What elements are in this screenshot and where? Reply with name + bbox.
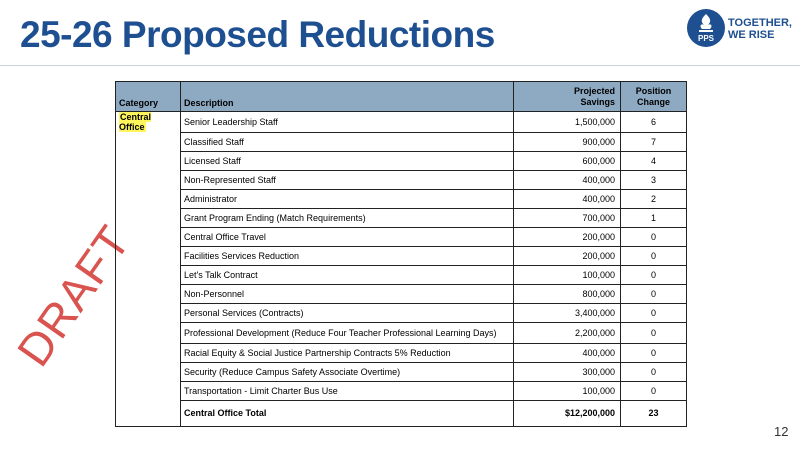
category-cell bbox=[116, 284, 181, 303]
total-row bbox=[116, 400, 687, 426]
description-cell: Licensed Staff bbox=[181, 151, 514, 170]
reductions-table-container bbox=[115, 81, 686, 427]
description-cell: Central Office Travel bbox=[181, 227, 514, 246]
description-cell: Personal Services (Contracts) bbox=[181, 303, 514, 322]
position-cell: 0 bbox=[621, 303, 687, 322]
position-cell: 0 bbox=[621, 381, 687, 400]
category-cell bbox=[116, 265, 181, 284]
position-cell: 2 bbox=[621, 189, 687, 208]
district-logo bbox=[686, 8, 800, 48]
page-number: 12 bbox=[774, 424, 789, 439]
table-row bbox=[116, 265, 687, 284]
header-description: Description bbox=[181, 82, 514, 112]
position-cell: 0 bbox=[621, 362, 687, 381]
total-description: Central Office Total bbox=[181, 400, 514, 426]
category-cell bbox=[116, 343, 181, 362]
position-cell: 0 bbox=[621, 343, 687, 362]
table-row bbox=[116, 284, 687, 303]
table-row bbox=[116, 322, 687, 343]
savings-cell: 1,500,000 bbox=[514, 112, 621, 133]
header-position-line1: Position bbox=[635, 86, 672, 96]
draft-watermark: DRAFT bbox=[6, 215, 141, 376]
pps-torch-logo-icon bbox=[686, 8, 726, 48]
position-cell: 4 bbox=[621, 151, 687, 170]
reductions-table bbox=[115, 81, 687, 427]
category-cell bbox=[116, 132, 181, 151]
description-cell: Senior Leadership Staff bbox=[181, 112, 514, 133]
table-body bbox=[116, 112, 687, 427]
description-cell: Non-Personnel bbox=[181, 284, 514, 303]
savings-cell: 400,000 bbox=[514, 343, 621, 362]
table-row bbox=[116, 208, 687, 227]
savings-cell: 400,000 bbox=[514, 189, 621, 208]
description-cell: Grant Program Ending (Match Requirements) bbox=[181, 208, 514, 227]
category-cell bbox=[116, 400, 181, 426]
header-savings-line1: Projected bbox=[573, 86, 615, 96]
description-cell: Classified Staff bbox=[181, 132, 514, 151]
savings-cell: 200,000 bbox=[514, 246, 621, 265]
category-cell bbox=[116, 322, 181, 343]
category-cell bbox=[116, 208, 181, 227]
category-cell bbox=[116, 189, 181, 208]
savings-cell: 100,000 bbox=[514, 381, 621, 400]
header-projected-savings bbox=[514, 82, 621, 112]
category-cell bbox=[116, 170, 181, 189]
category-cell bbox=[116, 381, 181, 400]
position-cell: 6 bbox=[621, 112, 687, 133]
header-savings-line2: Savings bbox=[580, 97, 615, 107]
position-cell: 1 bbox=[621, 208, 687, 227]
table-header-row bbox=[116, 82, 687, 112]
header-position-line2: Change bbox=[636, 97, 670, 107]
savings-cell: 900,000 bbox=[514, 132, 621, 151]
category-label: Central Office bbox=[119, 112, 152, 132]
table-row bbox=[116, 227, 687, 246]
category-cell bbox=[116, 227, 181, 246]
table-row bbox=[116, 343, 687, 362]
savings-cell: 3,400,000 bbox=[514, 303, 621, 322]
savings-cell: 800,000 bbox=[514, 284, 621, 303]
description-cell: Security (Reduce Campus Safety Associate Overtime) bbox=[181, 362, 514, 381]
header-position-change bbox=[621, 82, 687, 112]
description-cell: Let's Talk Contract bbox=[181, 265, 514, 284]
logo-tagline-line1: TOGETHER, bbox=[728, 17, 792, 29]
savings-cell: 200,000 bbox=[514, 227, 621, 246]
total-savings: $12,200,000 bbox=[514, 400, 621, 426]
category-cell bbox=[116, 112, 181, 133]
category-cell bbox=[116, 246, 181, 265]
description-cell: Transportation - Limit Charter Bus Use bbox=[181, 381, 514, 400]
logo-tagline bbox=[728, 17, 792, 41]
table-row bbox=[116, 189, 687, 208]
position-cell: 7 bbox=[621, 132, 687, 151]
position-cell: 0 bbox=[621, 322, 687, 343]
category-cell bbox=[116, 151, 181, 170]
position-cell: 0 bbox=[621, 246, 687, 265]
description-cell: Facilities Services Reduction bbox=[181, 246, 514, 265]
savings-cell: 2,200,000 bbox=[514, 322, 621, 343]
savings-cell: 400,000 bbox=[514, 170, 621, 189]
total-position-change: 23 bbox=[621, 400, 687, 426]
position-cell: 0 bbox=[621, 284, 687, 303]
table-row bbox=[116, 112, 687, 133]
position-cell: 0 bbox=[621, 265, 687, 284]
description-cell: Professional Development (Reduce Four Teacher Professional Learning Days) bbox=[181, 322, 514, 343]
savings-cell: 700,000 bbox=[514, 208, 621, 227]
page-title: 25-26 Proposed Reductions bbox=[20, 14, 495, 55]
savings-cell: 600,000 bbox=[514, 151, 621, 170]
category-cell bbox=[116, 303, 181, 322]
table-row bbox=[116, 246, 687, 265]
header-category: Category bbox=[116, 82, 181, 112]
table-row bbox=[116, 381, 687, 400]
table-row bbox=[116, 362, 687, 381]
position-cell: 3 bbox=[621, 170, 687, 189]
description-cell: Racial Equity & Social Justice Partnership Contracts 5% Reduction bbox=[181, 343, 514, 362]
table-row bbox=[116, 151, 687, 170]
description-cell: Non-Represented Staff bbox=[181, 170, 514, 189]
logo-badge-text: PPS bbox=[697, 34, 715, 43]
description-cell: Administrator bbox=[181, 189, 514, 208]
category-cell bbox=[116, 362, 181, 381]
table-row bbox=[116, 170, 687, 189]
logo-tagline-line2: WE RISE bbox=[728, 29, 775, 41]
position-cell: 0 bbox=[621, 227, 687, 246]
savings-cell: 300,000 bbox=[514, 362, 621, 381]
savings-cell: 100,000 bbox=[514, 265, 621, 284]
title-divider bbox=[0, 65, 800, 66]
table-row bbox=[116, 303, 687, 322]
table-row bbox=[116, 132, 687, 151]
